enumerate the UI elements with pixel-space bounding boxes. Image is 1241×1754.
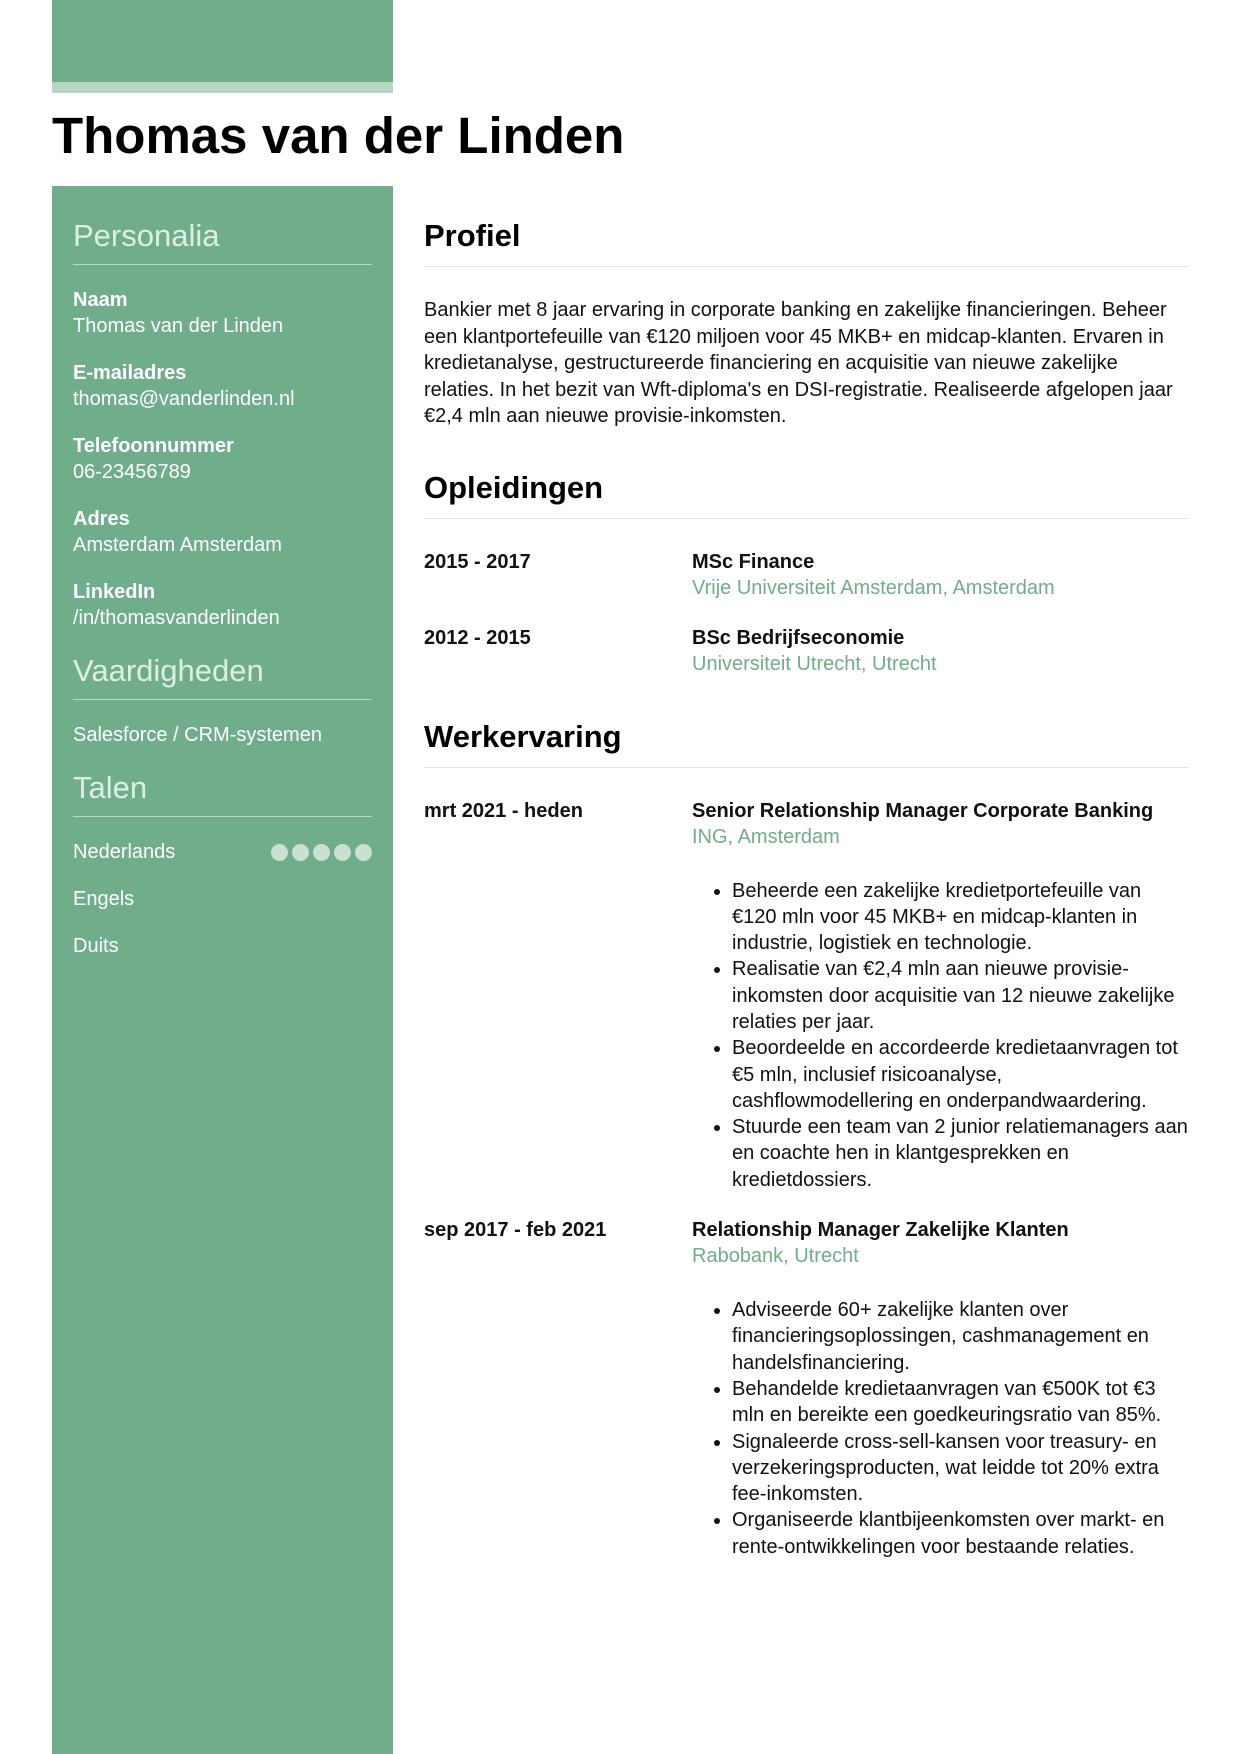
skill-item: Salesforce / CRM-systemen [73,724,322,746]
personalia-section [73,218,372,631]
languages-heading: Talen [73,770,372,817]
entry-dates: mrt 2021 - heden [424,799,583,822]
languages-section [73,770,372,959]
rating-dot-icon [334,844,351,861]
education-heading: Opleidingen [424,438,1188,519]
skills-section [73,653,372,748]
experience-section [424,687,1188,1561]
entry-dates: sep 2017 - feb 2021 [424,1219,607,1242]
rating-dot-icon [271,844,288,861]
page-title: Thomas van der Linden [52,107,625,164]
personal-label: Telefoonnummer [73,435,234,457]
education-section [424,438,1188,677]
list-item: • Organiseerde klantbijeenkomsten over markt- en rente-ontwikkelingen voor bestaande relaties. [732,1507,1188,1560]
degree-title: BSc Bedrijfseconomie [692,626,905,649]
header-color-block [52,0,393,82]
language-item [73,886,372,912]
language-item [73,933,372,959]
experience-entry [424,1217,1188,1560]
header-accent-stripe [52,82,393,93]
entry-dates: 2012 - 2015 [424,626,531,649]
linkedin-value[interactable]: /in/thomasvanderlinden [73,607,280,629]
personal-item-phone [73,433,372,485]
profile-heading: Profiel [424,186,1188,267]
education-entry [424,625,1188,677]
achievement-list [692,878,1188,1194]
profile-section [424,186,1188,430]
language-level-rating [271,844,372,861]
rating-dot-icon [292,844,309,861]
personal-label: Naam [73,289,128,311]
entry-body [692,549,1188,601]
list-item: • Realisatie van €2,4 mln aan nieuwe provisie-inkomsten door acquisitie van 12 nieuwe zakelijke relaties per jaar. [732,956,1188,1035]
personal-item-email [73,360,372,412]
company: ING, Amsterdam [692,825,840,848]
list-item: • Beoordeelde en accordeerde kredietaanvragen tot €5 mln, inclusief risicoanalyse, cashflowmodellering en onderpandwaardering. [732,1035,1188,1114]
experience-heading: Werkervaring [424,687,1188,768]
personal-item-linkedin [73,579,372,631]
job-title: Senior Relationship Manager Corporate Banking [692,799,1154,822]
company: Rabobank, Utrecht [692,1245,859,1268]
experience-entry [424,798,1188,1194]
institution: Universiteit Utrecht, Utrecht [692,652,937,675]
personalia-heading: Personalia [73,218,372,265]
job-title: Relationship Manager Zakelijke Klanten [692,1219,1069,1242]
list-item: • Beheerde een zakelijke kredietportefeuille van €120 mln voor 45 MKB+ en midcap-klanten in industrie, logistiek en technologie. [732,878,1188,957]
skills-heading: Vaardigheden [73,653,372,700]
language-name: Duits [73,935,119,957]
achievement-list [692,1297,1188,1560]
personal-item-address [73,506,372,558]
entry-body [692,1217,1188,1560]
phone-value: 06-23456789 [73,461,191,483]
entry-dates: 2015 - 2017 [424,550,531,573]
main-content [424,186,1188,1560]
profile-text: Bankier met 8 jaar ervaring in corporate banking en zakelijke financieringen. Beheer een klantportefeuille van €120 miljoen voor 45 MKB+ en midcap-klanten. Ervaren in kredietanalyse, gestructureerde financiering en acquisitie van nieuwe zakelijke relaties. In het bezit van Wft-diploma's en DSI-registratie. Realiseerde afgelopen jaar €2,4 mln aan nieuwe provisie-inkomsten. [424,299,1173,427]
email-value[interactable]: thomas@vanderlinden.nl [73,388,295,410]
list-item: • Adviseerde 60+ zakelijke klanten over financieringsoplossingen, cashmanagement en handelsfinanciering. [732,1297,1188,1376]
language-name: Nederlands [73,841,176,863]
entry-body [692,625,1188,677]
personal-label: E-mailadres [73,362,187,384]
personal-label: Adres [73,508,130,530]
institution: Vrije Universiteit Amsterdam, Amsterdam [692,576,1055,599]
language-name: Engels [73,888,135,910]
degree-title: MSc Finance [692,550,815,573]
personal-value: Thomas van der Linden [73,315,284,337]
rating-dot-icon [355,844,372,861]
entry-body [692,798,1188,1194]
personal-item-name [73,287,372,339]
language-item [73,839,372,865]
personal-label: LinkedIn [73,581,156,603]
sidebar [52,186,393,1754]
list-item: • Behandelde kredietaanvragen van €500K tot €3 mln en bereikte een goedkeuringsratio van 85%. [732,1376,1188,1429]
list-item: • Stuurde een team van 2 junior relatiemanagers aan en coachte hen in klantgesprekken en kredietdossiers. [732,1114,1188,1193]
rating-dot-icon [313,844,330,861]
education-entry [424,549,1188,601]
address-value: Amsterdam Amsterdam [73,534,282,556]
list-item: • Signaleerde cross-sell-kansen voor treasury- en verzekeringsproducten, wat leidde tot 20% extra fee-inkomsten. [732,1429,1188,1508]
